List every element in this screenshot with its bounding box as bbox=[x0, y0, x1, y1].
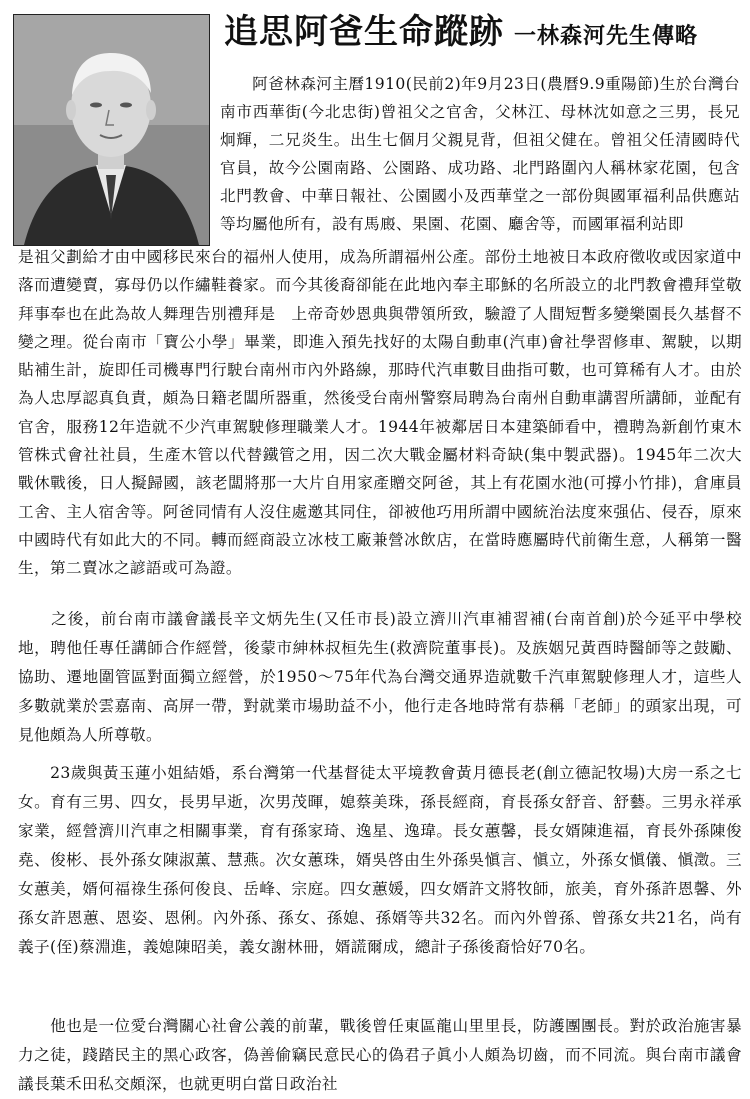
paragraph-4: 他也是一位愛台灣關心社會公義的前輩，戰後曾任東區龍山里里長，防護團團長。對於政治施害暴力之徒，踐踏民主的黑心政客，偽善偷竊民意民心的偽君子眞小人頗為切齒，而不同流。與台南市議會議長葉禾田私交頗深，也就更明白當日政治社 bbox=[18, 1017, 742, 1093]
paragraph-2: 之後，前台南市議會議長辛文炳先生(又任市長)設立濟川汽車補習補(台南首創)於今延平中學校地，聘他任專任講師合作經營，後蒙市紳林叔桓先生(救濟院董事長)。及族姻兄黃酉時醫師等之鼓勵、協助、遷地圍管區對面獨立經營，於1950～75年代為台灣交通界造就數千汽車駕駛修理人才，這些人多數就業於雲嘉南、高屏一帶，對就業市場助益不小，他行走各地時常有恭稱「老師」的頭家出現，可見他頗為人所尊敬。 bbox=[18, 610, 742, 744]
portrait-figure-icon bbox=[14, 15, 209, 245]
paragraph-1-continued: 是祖父劃給才由中國移民來台的福州人使用，成為所謂福州公產。部份土地被日本政府徵收或因家道中落而遭變賣，寡母仍以作繡鞋養家。而今其後裔卻能在此地內奉主耶穌的名所設立的北門教會禮拜堂敬拜事奉也在此為故人舞理告別禮拜是 上帝奇妙恩典與帶領所致，驗證了人間短暫多變樂園長久基督不變之理。從台南市「寶公小學」畢業，即進入預先找好的太陽自動車(汽車)會社學習修車、駕駛，以期貼補生計，旋即任司機專門行駛台南州市內外路線，那時代汽車數目曲指可數，也可算稀有人才。由於為人忠厚認真負責，頗為日籍老闆所器重，然後受台南州警察局聘為台南州自動車講習所講師，並配有官舍，服務12年造就不少汽車駕駛修理職業人才。1944年被鄰居日本建築師看中，禮聘為新創竹東木管株式會社社員，生產木管以代替鐵管之用，因二次大戰金屬材料奇缺(集中製武器)。1945年二次大戰休戰後，日人擬歸國，該老闆將那一大片自用家產贈交阿爸，其上有花園水池(可撐小竹排)，倉庫員工舍、主人宿舍等。阿爸同情有人沒住處邀其同住，卻被他巧用所謂中國統治法度來强佔、侵吞，原來中國時代有如此大的不同。轉而經商設立冰枝工廠兼營冰飲店，在當時應屬時代前衛生意，人稱第一醫生，第二賣冰之諺語或可為證。 bbox=[18, 248, 742, 578]
page-title bbox=[224, 4, 698, 53]
paragraph-1-top: 阿爸林森河主曆1910(民前2)年9月23日(農曆9.9重陽節)生於台灣台南市西華街(今北忠街)曾祖父之官舍，父林江、母林沈如意之三男，長兄炯輝，二兄炎生。出生七個月父親見背，但祖父健在。曾祖父任清國時代官員，故今公園南路、公園路、成功路、北門路圍內人稱林家花園，包含北門教會、中華日報社、公園國小及西華堂之一部份與國軍福利品供應站等均屬他所有，設有馬廄、果園、花園、廳舍等，而國軍福利站即 bbox=[220, 75, 740, 233]
title-main: 追思阿爸生命蹤跡 bbox=[224, 12, 504, 52]
portrait-photo bbox=[13, 14, 210, 246]
title-subtitle: 一林森河先生傳略 bbox=[514, 23, 699, 49]
paragraph-3: 23歲與黃玉蓮小姐結婚，系台灣第一代基督徒太平境教會黃月德長老(創立德記牧場)大房一系之七女。育有三男、四女，長男早逝，次男茂暉，媳蔡美珠，孫長經商，育長孫女舒音、舒藝。三男永祥承家業，經營濟川汽車之相關事業，育有孫家琦、逸星、逸瑋。長女蕙馨，長女婿陳進福，育長外孫陳俊堯、俊彬、長外孫女陳淑薰、慧燕。次女蕙珠，婿吳啓由生外孫吳愼言、愼立，外孫女愼儀、愼澂。三女蕙美，婿何福祿生孫何俊良、岳峰、宗庭。四女蕙媛，四女婿許文將牧師，旅美，育外孫許恩馨、外孫女許恩蕙、恩姿、恩俐。內外孫、孫女、孫媳、孫婿等共32名。而內外曾孫、曾孫女共21名，尚有義子(侄)蔡淵進，義媳陳昭美，義女謝林冊，婿謊爾成，總計子孫後裔恰好70名。 bbox=[18, 764, 742, 956]
